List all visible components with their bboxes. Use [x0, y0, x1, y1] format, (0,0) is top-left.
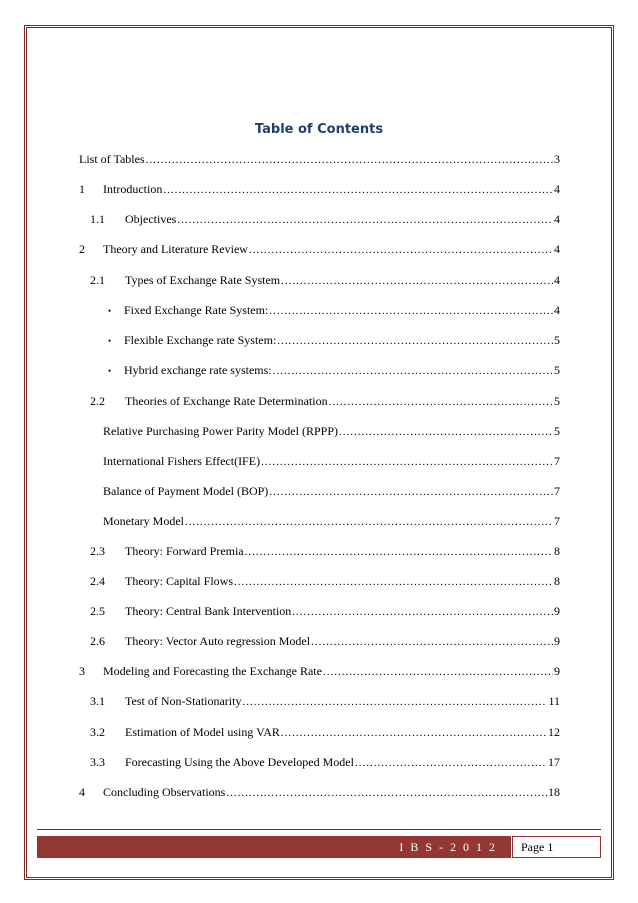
bullet-icon: •	[108, 336, 112, 346]
bullet-icon: •	[108, 366, 112, 376]
toc-leader-dots	[249, 242, 553, 258]
toc-entry-label: Balance of Payment Model (BOP)	[103, 484, 269, 498]
toc-entry-page: 4	[554, 273, 560, 287]
toc-entry[interactable]	[79, 693, 560, 709]
toc-leader-dots	[242, 694, 547, 710]
footer-org-band: I B S - 2 0 1 2	[37, 836, 511, 858]
toc-entry-page: 5	[554, 333, 560, 347]
toc-entry-page: 9	[554, 664, 560, 678]
toc-entry-label: Objectives	[125, 212, 177, 226]
toc-entry-page: 9	[554, 604, 560, 618]
toc-entry-page: 9	[554, 634, 560, 648]
toc-leader-dots	[277, 333, 553, 349]
toc-entry-page: 17	[548, 755, 560, 769]
toc-entry-label: Introduction	[103, 182, 163, 196]
toc-leader-dots	[281, 273, 553, 289]
toc-entry-number: 2	[79, 242, 85, 256]
toc-entry-label: International Fishers Effect(IFE)	[103, 454, 261, 468]
toc-leader-dots	[146, 152, 553, 168]
toc-leader-dots	[234, 574, 553, 590]
toc-leader-dots	[329, 394, 553, 410]
toc-entry[interactable]	[79, 633, 560, 649]
toc-entry-page: 4	[554, 182, 560, 196]
toc-entry-page: 7	[554, 454, 560, 468]
bullet-icon: •	[108, 306, 112, 316]
toc-entry-page: 4	[554, 303, 560, 317]
toc-entry[interactable]	[79, 272, 560, 288]
toc-entry-label: Fixed Exchange Rate System:	[124, 303, 269, 317]
toc-entry-label: Estimation of Model using VAR	[125, 725, 280, 739]
toc-entry[interactable]	[79, 211, 560, 227]
toc-entry-label: Theory: Central Bank Intervention	[125, 604, 292, 618]
toc-entry-label: Theory and Literature Review	[103, 242, 248, 256]
toc-entry-page: 11	[548, 694, 560, 708]
toc-entry-page: 18	[548, 785, 560, 799]
toc-entry-label: Modeling and Forecasting the Exchange Rate	[103, 664, 322, 678]
toc-leader-dots	[269, 303, 553, 319]
toc-entry-label: Concluding Observations	[103, 785, 226, 799]
toc-entry-page: 4	[554, 212, 560, 226]
toc-leader-dots	[163, 182, 553, 198]
toc-entry[interactable]	[79, 241, 560, 257]
toc-entry-label: Flexible Exchange rate System:	[124, 333, 277, 347]
toc-entry-page: 8	[554, 544, 560, 558]
toc-entry[interactable]	[79, 513, 560, 529]
toc-leader-dots	[311, 634, 553, 650]
toc-entry[interactable]	[79, 543, 560, 559]
footer-divider	[37, 829, 601, 830]
toc-entry-page: 3	[554, 152, 560, 166]
toc-leader-dots	[355, 755, 547, 771]
toc-entry-number: 1	[79, 182, 85, 196]
toc-leader-dots	[245, 544, 553, 560]
toc-entry-number: 3.1	[90, 694, 105, 708]
toc-leader-dots	[185, 514, 553, 530]
toc-entry[interactable]	[79, 573, 560, 589]
toc-leader-dots	[281, 725, 547, 741]
toc-entry-label: Theories of Exchange Rate Determination	[125, 394, 328, 408]
toc-entry-number: 2.2	[90, 394, 105, 408]
toc-entry-number: 4	[79, 785, 85, 799]
toc-entry-label: Theory: Capital Flows	[125, 574, 233, 588]
toc-entry-page: 5	[554, 363, 560, 377]
toc-entry-number: 2.5	[90, 604, 105, 618]
toc-leader-dots	[323, 664, 553, 680]
toc-entry[interactable]	[79, 784, 560, 800]
toc-entry-page: 7	[554, 484, 560, 498]
toc-entry-label: Hybrid exchange rate systems:	[124, 363, 272, 377]
toc-entry-label: Relative Purchasing Power Parity Model (RPPP)	[103, 424, 338, 438]
toc-leader-dots	[226, 785, 547, 801]
toc-entry[interactable]	[79, 483, 560, 499]
toc-entry-number: 3	[79, 664, 85, 678]
toc-entry-page: 7	[554, 514, 560, 528]
toc-entry[interactable]	[79, 423, 560, 439]
toc-entry-label: List of Tables	[79, 152, 145, 166]
toc-leader-dots	[177, 212, 553, 228]
toc-entry[interactable]	[79, 754, 560, 770]
toc-entry[interactable]	[79, 151, 560, 167]
toc-leader-dots	[292, 604, 553, 620]
toc-entry-number: 1.1	[90, 212, 105, 226]
toc-entry[interactable]	[79, 362, 560, 378]
toc-leader-dots	[261, 454, 553, 470]
toc-entry-page: 5	[554, 424, 560, 438]
toc-entry-number: 2.3	[90, 544, 105, 558]
toc-leader-dots	[273, 363, 553, 379]
toc-entry-number: 2.6	[90, 634, 105, 648]
toc-entry-number: 3.2	[90, 725, 105, 739]
toc-entry[interactable]	[79, 453, 560, 469]
toc-entry-page: 8	[554, 574, 560, 588]
toc-entry[interactable]	[79, 393, 560, 409]
toc-entry-label: Forecasting Using the Above Developed Model	[125, 755, 354, 769]
toc-leader-dots	[339, 424, 553, 440]
toc-entry[interactable]	[79, 302, 560, 318]
toc-entry-page: 12	[548, 725, 560, 739]
toc-entry-page: 5	[554, 394, 560, 408]
toc-entry[interactable]	[79, 663, 560, 679]
toc-leader-dots	[269, 484, 553, 500]
toc-entry-label: Monetary Model	[103, 514, 184, 528]
toc-entry-label: Theory: Forward Premia	[125, 544, 244, 558]
footer-page-number: Page 1	[512, 836, 601, 858]
toc-entry-label: Types of Exchange Rate System	[125, 273, 281, 287]
toc-entry-label: Theory: Vector Auto regression Model	[125, 634, 311, 648]
toc-entry-number: 2.1	[90, 273, 105, 287]
toc-entry[interactable]	[79, 181, 560, 197]
toc-entry-label: Test of Non-Stationarity	[125, 694, 242, 708]
toc-entry-number: 2.4	[90, 574, 105, 588]
toc-entry[interactable]	[79, 724, 560, 740]
toc-entry[interactable]	[79, 332, 560, 348]
toc-entry-page: 4	[554, 242, 560, 256]
toc-entry-number: 3.3	[90, 755, 105, 769]
toc-entry[interactable]	[79, 603, 560, 619]
toc-title: Table of Contents	[254, 122, 384, 137]
